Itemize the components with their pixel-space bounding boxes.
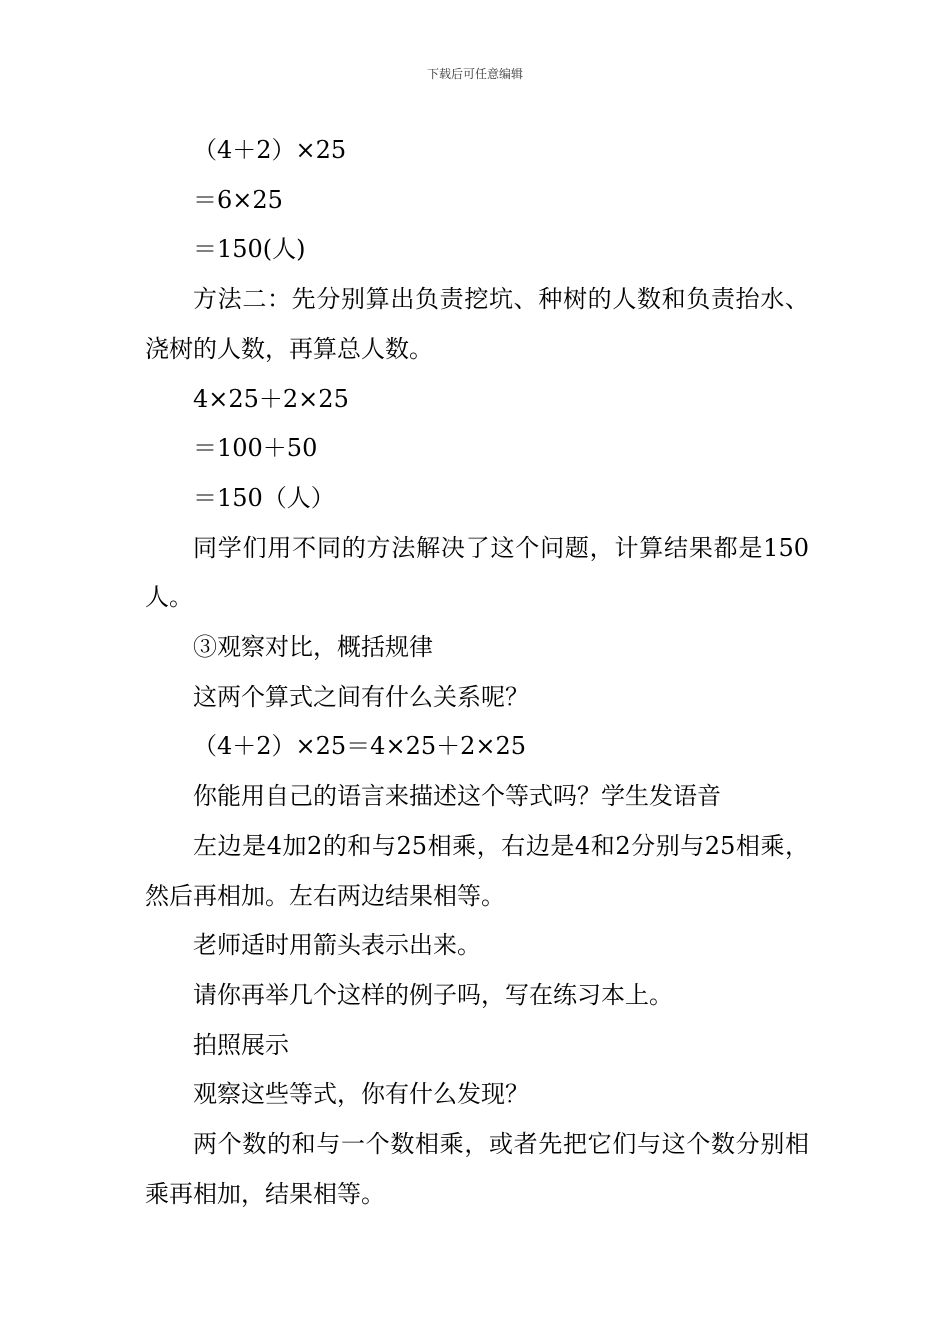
paragraph-11: （4＋2）×25＝4×25＋2×25 bbox=[193, 732, 527, 761]
paragraph-14: 老师适时用箭头表示出来。 bbox=[193, 931, 481, 960]
paragraph-4: 方法二：先分别算出负责挖坑、种树的人数和负责抬水、浇树的人数，再算总人数。 bbox=[145, 285, 809, 363]
paragraph-5: 4×25＋2×25 bbox=[193, 384, 349, 413]
paragraph-12: 你能用自己的语言来描述这个等式吗？学生发语音 bbox=[193, 782, 721, 811]
paragraph-9: ③观察对比，概括规律 bbox=[193, 633, 433, 662]
paragraph-2: ＝6×25 bbox=[193, 185, 283, 214]
document-body bbox=[145, 126, 809, 1219]
paragraph-16: 拍照展示 bbox=[193, 1030, 289, 1059]
paragraph-18: 两个数的和与一个数相乘，或者先把它们与这个数分别相乘再相加，结果相等。 bbox=[145, 1130, 809, 1208]
paragraph-13: 左边是4加2的和与25相乘，右边是4和2分别与25相乘，然后再相加。左右两边结果相等。 bbox=[145, 831, 809, 910]
paragraph-17: 观察这些等式，你有什么发现？ bbox=[193, 1080, 529, 1109]
paragraph-3: ＝150(人) bbox=[193, 235, 306, 264]
paragraph-7: ＝150（人） bbox=[193, 483, 335, 512]
paragraph-6: ＝100＋50 bbox=[193, 434, 318, 463]
paragraph-10: 这两个算式之间有什么关系呢？ bbox=[193, 682, 529, 711]
paragraph-8: 同学们用不同的方法解决了这个问题，计算结果都是150人。 bbox=[145, 533, 809, 612]
paragraph-1: （4＋2）×25 bbox=[193, 136, 347, 164]
page-header: 下载后可任意编辑 bbox=[426, 67, 523, 81]
paragraph-15: 请你再举几个这样的例子吗，写在练习本上。 bbox=[193, 980, 673, 1009]
